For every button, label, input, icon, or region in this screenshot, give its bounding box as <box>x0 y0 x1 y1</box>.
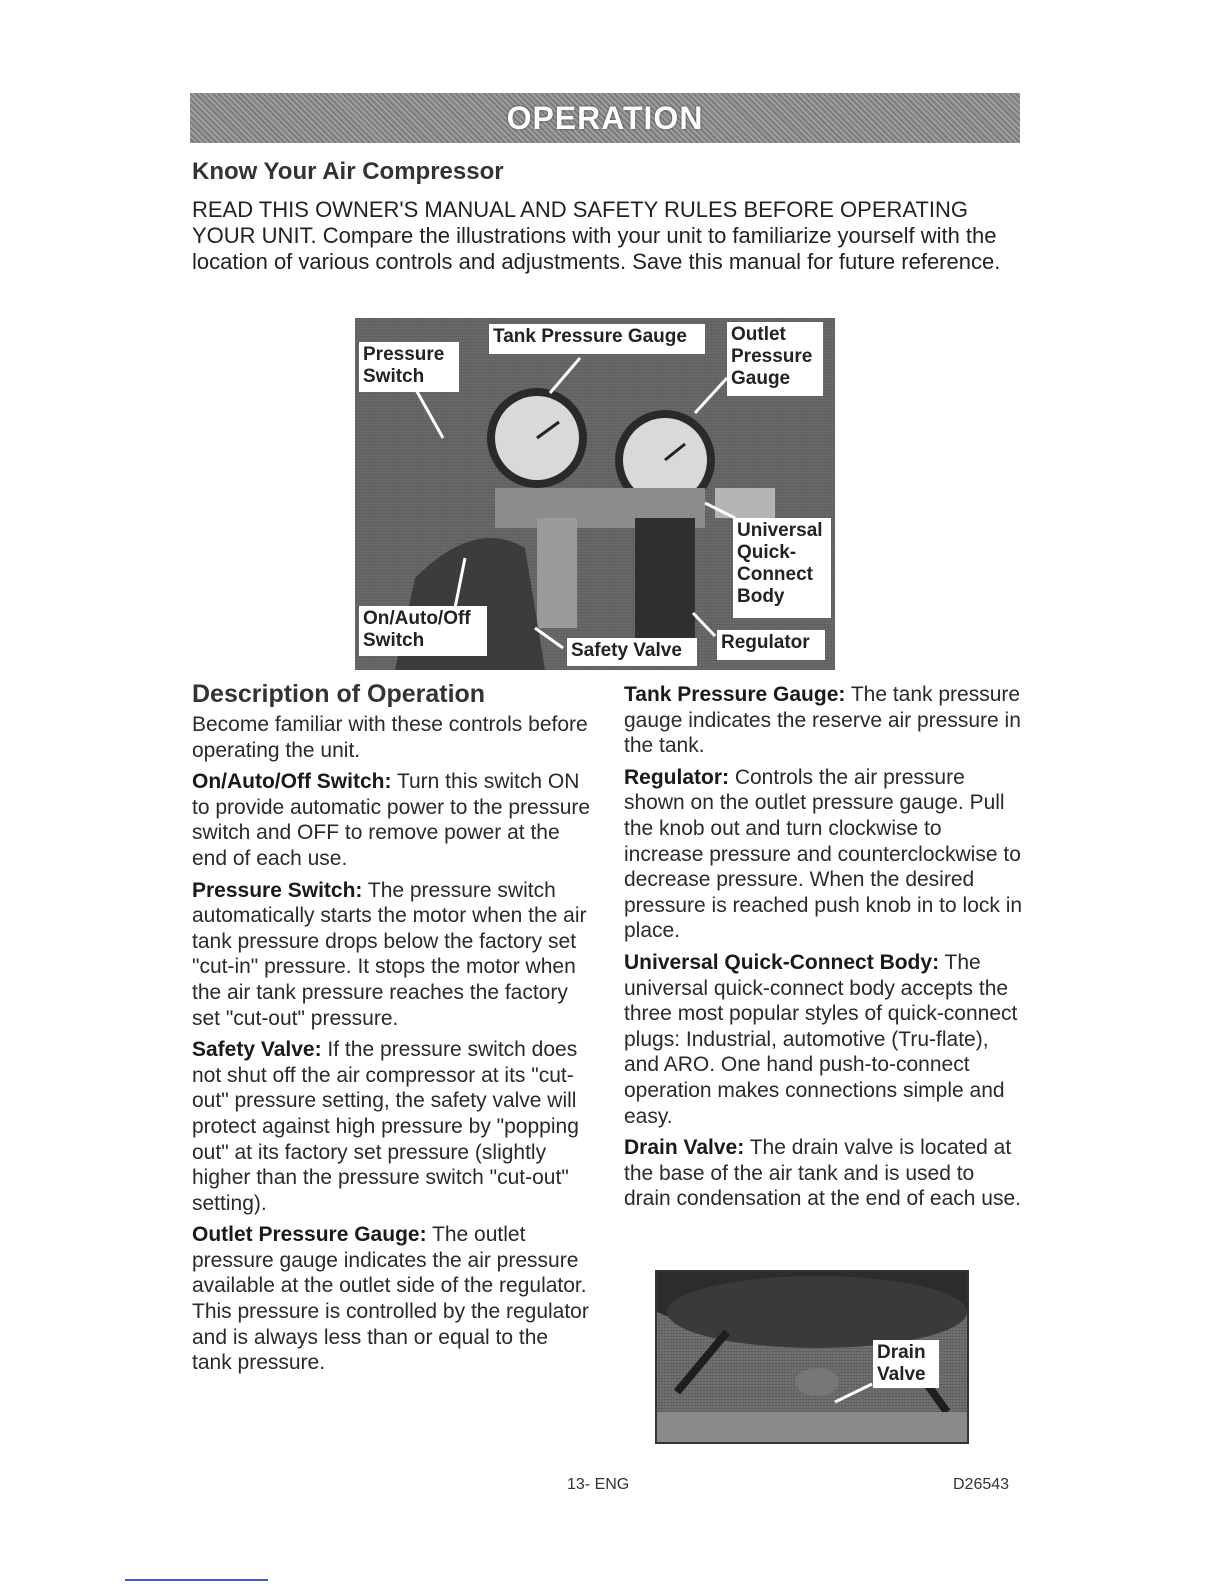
definition-tank-pressure-gauge: Tank Pressure Gauge: The tank pressure gauge indicates the reserve air pressure in the tank. <box>624 683 1021 758</box>
page-number: 13- ENG <box>567 1476 630 1493</box>
description-intro: Become familiar with these controls before operating the unit. <box>192 713 588 762</box>
definition-pressure-switch: Pressure Switch: The pressure switch automatically starts the motor when the air tank pressure drops below the factory set "cut-in" pressure. It stops the motor when the air tank pressure reaches the factory set "cut-out" pressure. <box>192 878 587 1030</box>
definition-regulator: Regulator: Controls the air pressure shown on the outlet pressure gauge. Pull the knob out and turn clockwise to increase pressure and counterclockwise to decrease pressure. When the desired pressure is reached push knob in to lock in place. <box>624 765 1023 943</box>
callout-regulator: Regulator <box>717 630 825 660</box>
intro-paragraph: READ THIS OWNER'S MANUAL AND SAFETY RULES BEFORE OPERATING YOUR UNIT. Compare the illustrations with your unit to familiarize yourself with the location of various controls and adjustments. Save this manual for future reference. <box>192 197 1001 274</box>
description-right-column <box>624 682 1024 1218</box>
controls-photo <box>355 318 835 670</box>
drain-valve-photo <box>655 1270 969 1444</box>
definition-on-auto-off-switch: On/Auto/Off Switch: Turn this switch ON to provide automatic power to the pressure switch and OFF to remove power at the end of each use. <box>192 770 591 870</box>
description-left-column <box>192 712 592 1382</box>
definition-safety-valve: Safety Valve: If the pressure switch does not shut off the air compressor at its "cut-out" pressure setting, the safety valve will protect against high pressure by "popping out" at its factory set pressure (slightly higher than the pressure switch "cut-out" setting). <box>192 1038 579 1215</box>
bottom-underline <box>125 1579 268 1581</box>
definition-universal-quick-connect-body: Universal Quick-Connect Body: The universal quick-connect body accepts the three most popular styles of quick-connect plugs: Industrial, automotive (Tru-flate), and ARO. One hand push-to-connect operation makes connections simple and easy. <box>624 950 1018 1128</box>
definition-drain-valve: Drain Valve: The drain valve is located at the base of the air tank and is used to drain condensation at the end of each use. <box>624 1136 1021 1211</box>
callout-safety-valve: Safety Valve <box>567 638 697 666</box>
callout-universal-quick-connect-body: Universal Quick-Connect Body <box>733 518 831 618</box>
callout-on-auto-off-switch: On/Auto/Off Switch <box>359 606 487 656</box>
callout-pressure-switch: Pressure Switch <box>359 342 459 392</box>
know-heading: Know Your Air Compressor <box>192 158 504 185</box>
callout-drain-valve: Drain Valve <box>873 1340 939 1388</box>
section-title: OPERATION <box>506 99 704 136</box>
callout-outlet-pressure-gauge: Outlet Pressure Gauge <box>727 322 823 396</box>
description-heading: Description of Operation <box>192 680 486 708</box>
document-code: D26543 <box>953 1476 1010 1493</box>
section-banner <box>190 93 1020 143</box>
definition-outlet-pressure-gauge: Outlet Pressure Gauge: The outlet pressure gauge indicates the air pressure available at the outlet side of the regulator. This pressure is controlled by the regulator and is always less than or equal to the tank pressure. <box>192 1223 589 1375</box>
callout-tank-pressure-gauge: Tank Pressure Gauge <box>489 324 705 354</box>
